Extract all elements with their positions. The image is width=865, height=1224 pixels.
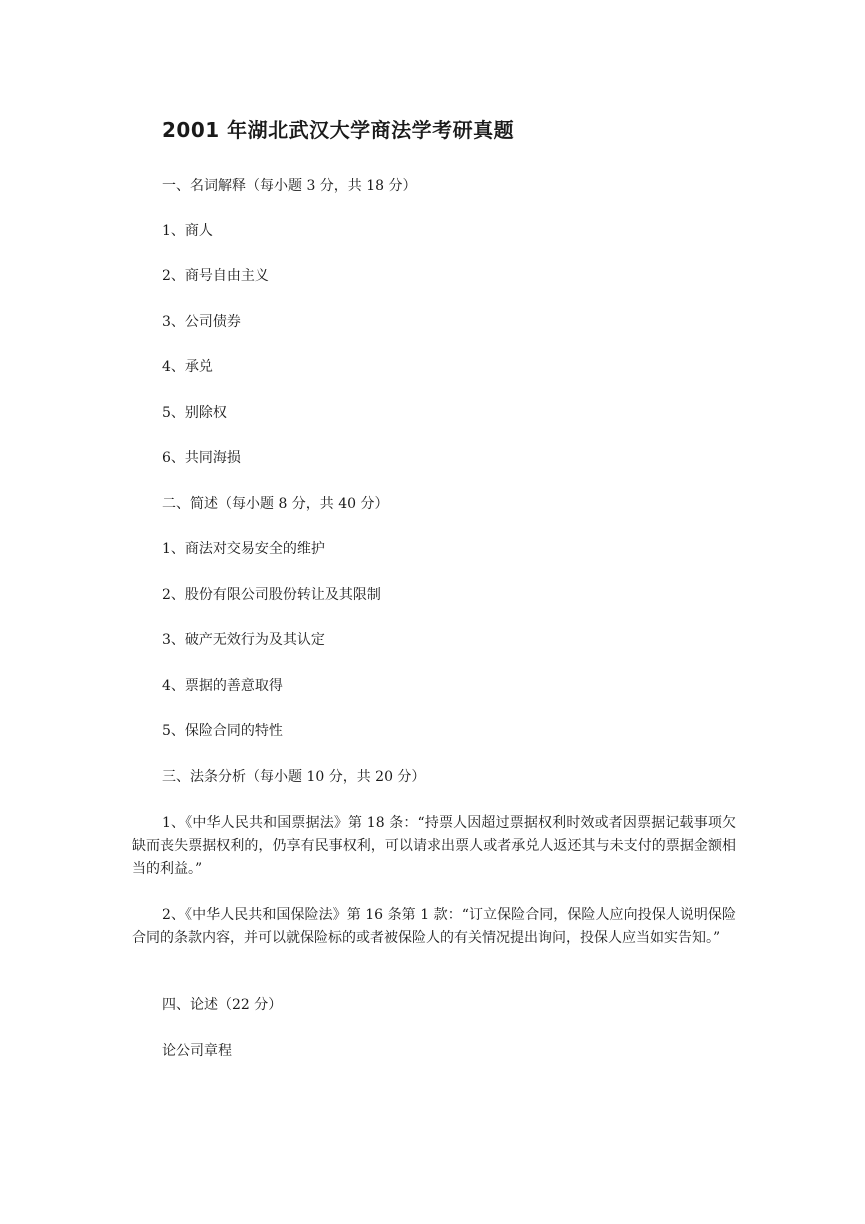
question-item: 2、股份有限公司股份转让及其限制 — [162, 587, 381, 603]
question-item: 5、别除权 — [162, 405, 227, 421]
section-heading: 四、论述（22 分） — [162, 997, 283, 1013]
question-item: 3、破产无效行为及其认定 — [162, 632, 325, 648]
section-heading: 三、法条分析（每小题 10 分，共 20 分） — [162, 769, 426, 785]
question-item: 6、共同海损 — [162, 450, 241, 466]
question-item: 4、票据的善意取得 — [162, 678, 283, 694]
question-item: 1、商法对交易安全的维护 — [162, 541, 325, 557]
question-item: 3、公司债券 — [162, 314, 241, 330]
statute-paragraph: 2、《中华人民共和国保险法》第 16 条第 1 款：“订立保险合同，保险人应向投保人说明保险合同的条款内容，并可以就保险标的或者被保险人的有关情况提出询问，投保人应当如实告知。” — [132, 907, 736, 946]
question-item: 4、承兑 — [162, 359, 213, 375]
question-item: 5、保险合同的特性 — [162, 723, 283, 739]
question-item: 论公司章程 — [162, 1043, 232, 1059]
document-title: 2001 年湖北武汉大学商法学考研真题 — [162, 118, 515, 142]
section-heading: 一、名词解释（每小题 3 分，共 18 分） — [162, 178, 417, 194]
question-item: 2、商号自由主义 — [162, 268, 269, 284]
section-heading: 二、简述（每小题 8 分，共 40 分） — [162, 496, 389, 512]
statute-paragraph: 1、《中华人民共和国票据法》第 18 条：“持票人因超过票据权利时效或者因票据记载事项欠缺而丧失票据权利的，仍享有民事权利，可以请求出票人或者承兑人返还其与未支付的票据金额相当的利益。” — [132, 815, 736, 877]
question-item: 1、商人 — [162, 223, 213, 239]
